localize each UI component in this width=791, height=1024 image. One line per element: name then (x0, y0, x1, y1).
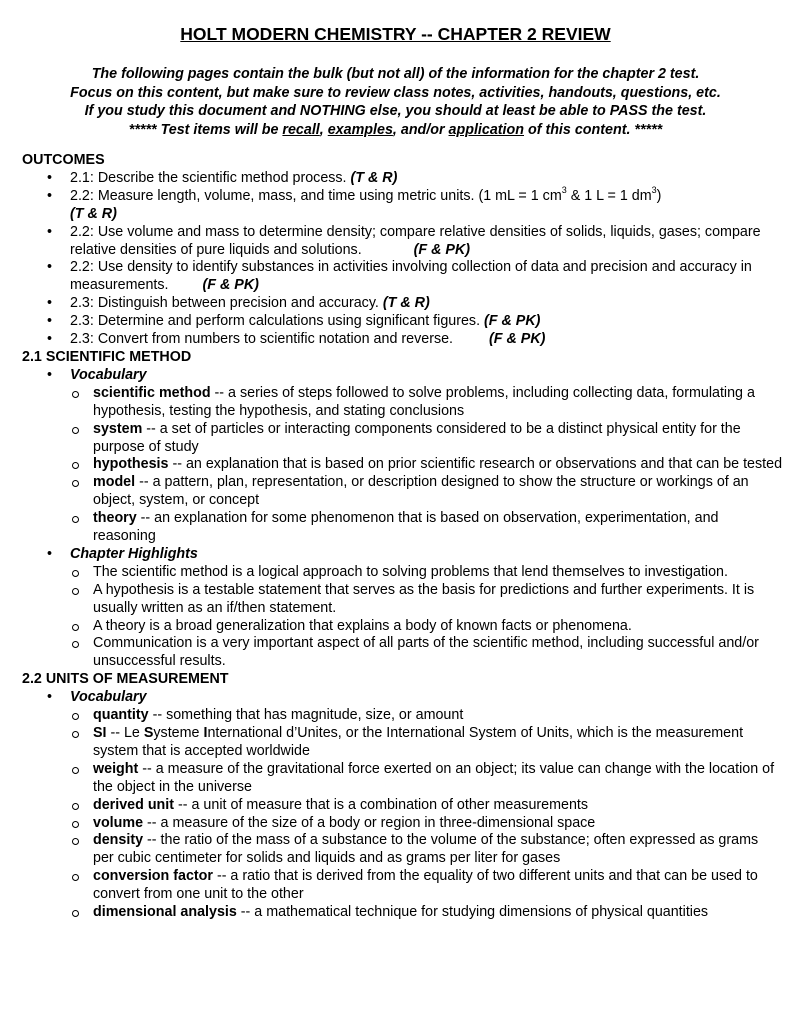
outcome-item (22, 170, 782, 188)
highlights-list (22, 564, 782, 671)
vocab-definition: -- a ratio that is derived from the equality of two different units and that can be used to convert from one unit to the other (93, 868, 758, 903)
outcome-code: (F & PK) (484, 313, 541, 330)
vocab-definition: -- the ratio of the mass of a substance to the volume of the substance; often expressed as grams per cubic centimeter for solids and liquids and as grams per liter for gases (93, 832, 759, 867)
outcome-text: 2.2: Measure length, volume, mass, and time using metric units. (1 mL = 1 cm (70, 187, 562, 204)
intro-application: application (448, 121, 524, 138)
vocabulary-group (22, 689, 782, 707)
outcome-text: 2.3: Distinguish between precision and accuracy. (70, 295, 383, 312)
vocab-acronym-letter: S (143, 725, 154, 741)
outcome-item (22, 224, 782, 260)
vocab-definition: -- an explanation for some phenomenon that is based on observation, experimentation, and reasoning (93, 510, 719, 545)
highlights-label: Chapter Highlights (70, 545, 198, 562)
vocab-acronym-letter: I (203, 725, 208, 741)
intro-examples: examples (327, 121, 393, 138)
page-title: HOLT MODERN CHEMISTRY -- CHAPTER 2 REVIEW (180, 24, 611, 44)
section-2-1-heading: 2.1 SCIENTIFIC METHOD (22, 348, 192, 365)
vocab-item (22, 510, 782, 546)
vocabulary-group (22, 367, 782, 385)
highlights-group (22, 546, 782, 564)
vocab-definition: -- something that has magnitude, size, or amount (148, 707, 464, 724)
outcome-superscript: 3 (561, 185, 567, 196)
vocab-item (22, 815, 782, 833)
outcome-text: ) (656, 187, 662, 204)
vocab-item (22, 474, 782, 510)
outcome-text: & 1 L = 1 dm (566, 187, 652, 204)
vocab-definition: -- a pattern, plan, representation, or description designed to show the structure or workings of an object, system, or concept (93, 474, 749, 509)
outcome-item (22, 331, 782, 349)
vocab-item (22, 761, 782, 797)
intro-sep-1: , (319, 121, 328, 138)
vocab-item (22, 868, 782, 904)
vocab-term: weight (93, 760, 139, 777)
outcome-text: 2.2: Use density to identify substances in activities involving collection of data and precision and accuracy in measurements. (70, 259, 752, 294)
vocab-term: system (93, 420, 143, 437)
outcome-text: 2.3: Determine and perform calculations using significant figures. (70, 313, 485, 330)
vocab-definition: -- Le (106, 725, 144, 741)
highlight-item: A hypothesis is a testable statement that serves as the basis for predictions and further experiments. It is usually written as an if/then statement. (22, 582, 782, 618)
content (22, 152, 782, 922)
intro-recall: recall (282, 121, 320, 138)
outcome-item (22, 295, 782, 313)
vocab-term: derived unit (93, 796, 175, 813)
vocab-term: SI (93, 725, 107, 741)
vocab-definition: -- a unit of measure that is a combination of other measurements (174, 796, 589, 813)
vocab-term: density (93, 832, 144, 849)
vocabulary-label: Vocabulary (70, 689, 147, 706)
outcome-item (22, 259, 782, 295)
vocab-definition: -- a mathematical technique for studying dimensions of physical quantities (236, 904, 709, 921)
outcome-text: 2.2: Use volume and mass to determine density; compare relative densities of solids, liquids, gases; compare relative densities of pure liquids and solutions. (70, 223, 761, 258)
vocab-item (22, 385, 782, 421)
vocab-definition: ysteme (153, 725, 204, 741)
vocab-term: dimensional analysis (93, 904, 237, 921)
vocab-term: scientific method (93, 384, 211, 401)
vocab-definition: -- a measure of the gravitational force exerted on an object; its value can change with the location of the object in the universe (93, 760, 775, 795)
outcomes-list (22, 170, 782, 349)
vocab-item (22, 725, 782, 761)
intro-line-1: The following pages contain the bulk (but not all) of the information for the chapter 2 test. (91, 66, 700, 82)
vocab-term: hypothesis (93, 456, 169, 473)
vocab-definition: -- a set of particles or interacting components considered to be a distinct physical entity for the purpose of study (93, 420, 741, 455)
vocab-definition: -- a measure of the size of a body or region in three-dimensional space (143, 814, 596, 831)
intro-line-4-suffix: of this content. ***** (524, 121, 663, 138)
outcome-item (22, 185, 782, 224)
outcome-code: (F & PK) (202, 277, 259, 294)
vocab-item (22, 797, 782, 815)
outcome-code: (F & PK) (489, 331, 546, 348)
section-2-2-list (22, 689, 782, 707)
outcome-code: (T & R) (350, 169, 398, 186)
vocab-item (22, 832, 782, 868)
vocab-item (22, 421, 782, 457)
outcome-text: 2.3: Convert from numbers to scientific notation and reverse. (70, 331, 454, 348)
outcome-code: (F & PK) (413, 241, 471, 258)
intro-line-2: Focus on this content, but make sure to review class notes, activities, handouts, questions, etc. (70, 84, 721, 101)
vocab-definition: nternational d’Unites, or the International System of Units, which is the measurement system that is accepted worldwide (93, 725, 744, 759)
vocab-term: model (93, 474, 136, 491)
vocab-term: theory (93, 510, 137, 527)
section-2-2-heading: 2.2 UNITS OF MEASUREMENT (22, 671, 229, 688)
intro-sep-2: , and/or (392, 121, 449, 138)
intro-line-4-prefix: ***** Test items will be (128, 121, 283, 138)
outcomes-heading: OUTCOMES (22, 152, 105, 168)
section-2-1-list (22, 367, 782, 385)
highlight-item: Communication is a very important aspect of all parts of the scientific method, including successful and/or unsuccessful results. (22, 635, 782, 671)
highlight-item: The scientific method is a logical approach to solving problems that lend themselves to investigation. (22, 564, 782, 582)
outcome-code: (T & R) (70, 205, 117, 222)
intro-line-4 (0, 121, 791, 140)
vocabulary-label: Vocabulary (70, 366, 147, 383)
outcome-code: (T & R) (382, 295, 430, 312)
highlight-item: A theory is a broad generalization that explains a body of known facts or phenomena. (22, 618, 782, 636)
vocab-item (22, 904, 782, 922)
vocab-term: volume (93, 814, 144, 831)
outcome-superscript: 3 (651, 185, 657, 196)
outcome-text: 2.1: Describe the scientific method process. (70, 169, 351, 186)
section-2-2-vocab-list (22, 707, 782, 922)
vocab-item (22, 456, 782, 474)
vocab-term: quantity (93, 707, 149, 724)
vocab-item (22, 707, 782, 725)
vocab-definition: -- a series of steps followed to solve problems, including collecting data, formulating a hypothesis, testing the hypothesis, and stating conclusions (93, 384, 755, 419)
section-2-1-vocab-list (22, 385, 782, 546)
vocab-definition: -- an explanation that is based on prior scientific research or observations and that can be tested (168, 456, 783, 473)
highlights-group-item (22, 546, 782, 564)
intro-block (0, 65, 791, 139)
vocab-term: conversion factor (93, 868, 213, 885)
intro-line-3: If you study this document and NOTHING else, you should at least be able to PASS the test. (84, 103, 707, 119)
outcome-item (22, 313, 782, 331)
